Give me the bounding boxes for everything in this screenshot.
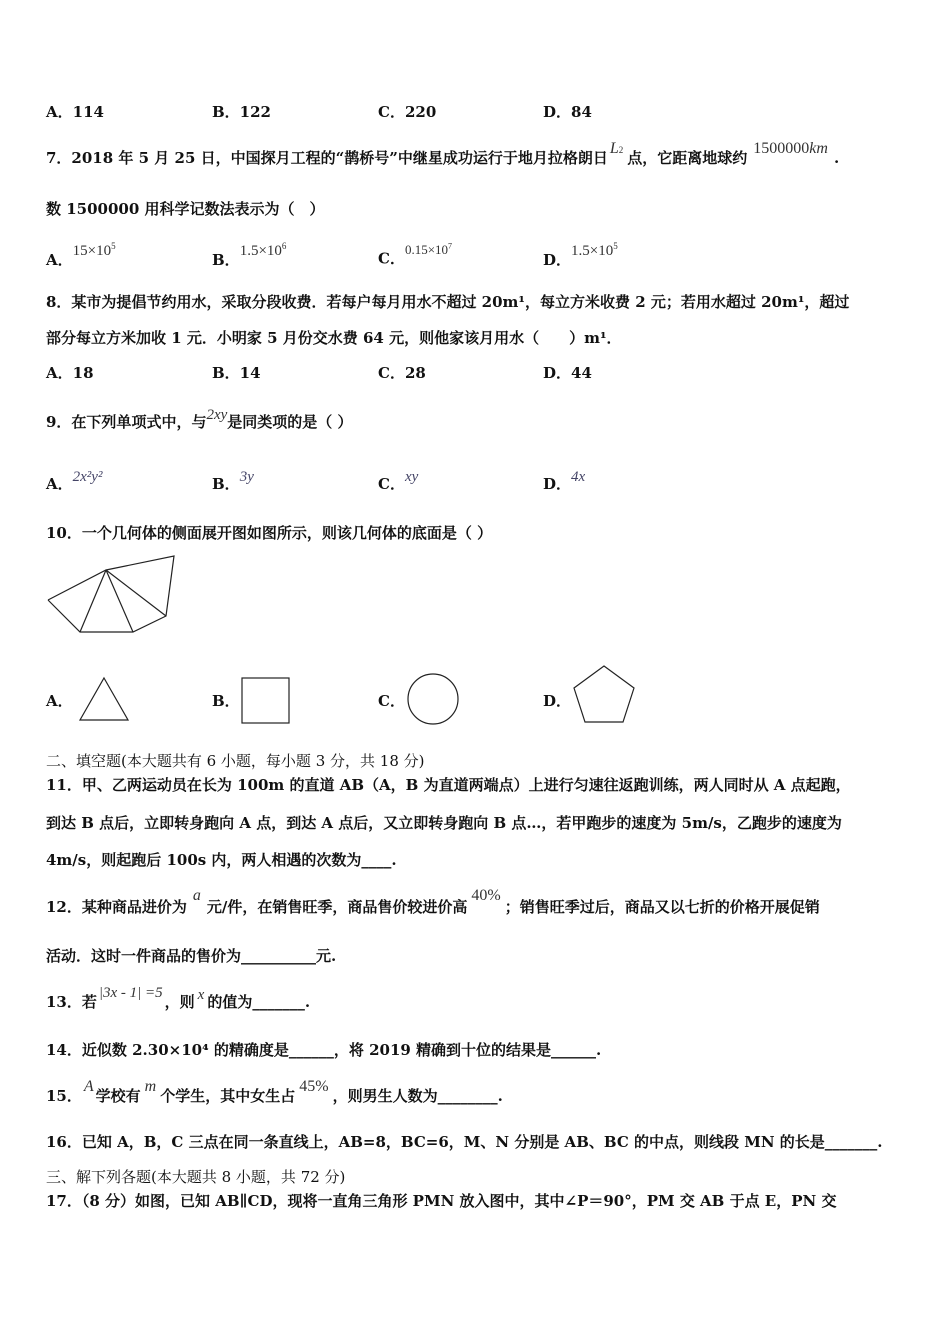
q7-text-b: 点，它距离地球约 (627, 149, 748, 167)
q12-math-percent: 40% (471, 887, 501, 904)
q7-option-c: C．$0.15\times 10^7$ (378, 242, 453, 268)
q7-line1: 7．2018 年 5 月 25 日，中国探月工程的“鹊桥号”中继星成功运行于地月拉格朗日L2 点，它距离地球约1500000km. (46, 140, 840, 167)
q9-text-a: 9．在下列单项式中，与 (46, 413, 207, 431)
q7-option-a: A．$15\times 10^5$ (46, 241, 116, 269)
q8-line1: 8．某市为提倡节约用水，采取分段收费．若每户每月用水不超过 20m¹，每立方米收费 2 元；若用水超过 20m¹，超过 (46, 293, 850, 311)
q9-option-a: A．2x²y² (46, 469, 103, 493)
q7-text-a: 7．2018 年 5 月 25 日，中国探月工程的“鹊桥号”中继星成功运行于地月拉格朗日 (46, 149, 608, 167)
q7-option-d: D．$1.5\times 10^5$ (543, 241, 618, 269)
q6-option-c: C．220 (378, 103, 437, 121)
q9-option-b: B．3y (212, 469, 254, 493)
q6-option-b: B．122 (212, 103, 271, 121)
q6-option-a: A．114 (46, 103, 104, 121)
q12-math-a: a (192, 887, 201, 904)
q14-line1: 14．近似数 2.30×10⁴ 的精确度是______，将 2019 精确到十位的结果是______. (46, 1041, 602, 1059)
q11-line1: 11．甲、乙两运动员在长为 100m 的直道 AB（A，B 为直道两端点）上进行匀速往返跑训练，两人同时从 A 点起跑， (46, 776, 851, 794)
section-2-heading: 二、填空题(本大题共有 6 小题，每小题 3 分，共 18 分) (46, 752, 425, 770)
pentagon-shape (571, 664, 637, 726)
q13-math-equation: |3x - 1| =5 (98, 985, 163, 1001)
q11-line3: 4m/s，则起跑后 100s 内，两人相遇的次数为____. (46, 851, 397, 869)
q15-math-percent: 45% (299, 1078, 329, 1095)
q11-line2: 到达 B 点后，立即转身跑向 A 点，到达 A 点后，又立即转身跑向 B 点…，若甲跑步的速度为 5m/s，乙跑步的速度为 (46, 814, 842, 832)
net-outline (48, 556, 174, 632)
q10-net-figure (40, 552, 190, 642)
q8-line2: 部分每立方米加收 1 元．小明家 5 月份交水费 64 元，则他家该月用水（ ）m¹． (46, 329, 622, 347)
q15-line1: 15．A学校有m个学生，其中女生占45%，则男生人数为________. (46, 1078, 503, 1105)
q10-line1: 10．一个几何体的侧面展开图如图所示，则该几何体的底面是（ ） (46, 524, 493, 542)
triangle-shape (78, 674, 130, 724)
q12-line2: 活动．这时一件商品的售价为__________元. (46, 947, 337, 965)
q10-option-a: A． (46, 692, 73, 710)
q7-option-b-math: $1.5\times 10^6$ (239, 241, 287, 259)
net-edge-2 (106, 570, 133, 632)
q7-line2: 数 1500000 用科学记数法表示为（ ） (46, 200, 325, 218)
q17-line1: 17．（8 分）如图，已知 AB∥CD，现将一直角三角形 PMN 放入图中，其中∠P＝90°，PM 交 AB 于点 E，PN 交 (46, 1192, 837, 1210)
q12-line1: 12．某种商品进价为a元/件，在销售旺季，商品售价较进价高40%；销售旺季过后，商品又以七折的价格开展促销 (46, 887, 820, 916)
q7-option-b: B．$1.5\times 10^6$ (212, 241, 287, 269)
q13-math-x: x (197, 987, 205, 1003)
q16-line1: 16．已知 A，B，C 三点在同一条直线上，AB=8，BC=6，M、N 分别是 AB、BC 的中点，则线段 MN 的长是_______. (46, 1133, 883, 1151)
q15-math-a: A (83, 1078, 94, 1095)
q10-option-c: C． (378, 692, 405, 710)
square-shape (240, 676, 292, 726)
net-edge-1 (80, 570, 106, 632)
section-3-heading: 三、解下列各题(本大题共 8 小题，共 72 分) (46, 1168, 346, 1186)
q9-option-d: D．4x (543, 469, 586, 493)
q7-math-l: L2 (609, 140, 624, 157)
q10-option-d: D． (543, 692, 572, 710)
q7-math-distance: 1500000km (753, 140, 828, 157)
q8-option-c: C．28 (378, 364, 426, 382)
q6-option-d: D．84 (543, 103, 592, 121)
q9-math-2xy: 2xy (206, 407, 228, 423)
q7-option-a-math: $15\times 10^5$ (72, 241, 116, 259)
q8-option-d: D．44 (543, 364, 592, 382)
q15-math-m: m (144, 1078, 157, 1095)
q7-option-d-math: $1.5\times 10^5$ (571, 241, 618, 259)
q7-option-c-math: $0.15\times 10^7$ (404, 242, 453, 258)
net-edge-3 (106, 570, 166, 616)
q8-option-b: B．14 (212, 364, 261, 382)
q13-line1: 13．若 |3x - 1| =5 ，则 x 的值为_______. (46, 985, 311, 1011)
circle-shape (406, 672, 462, 728)
q9-option-c: C．xy (378, 469, 419, 493)
q9-text-b: 是同类项的是（ ） (227, 413, 353, 431)
q9-line1 (46, 407, 353, 433)
q8-option-a: A．18 (46, 364, 94, 382)
q10-option-b: B． (212, 692, 240, 710)
